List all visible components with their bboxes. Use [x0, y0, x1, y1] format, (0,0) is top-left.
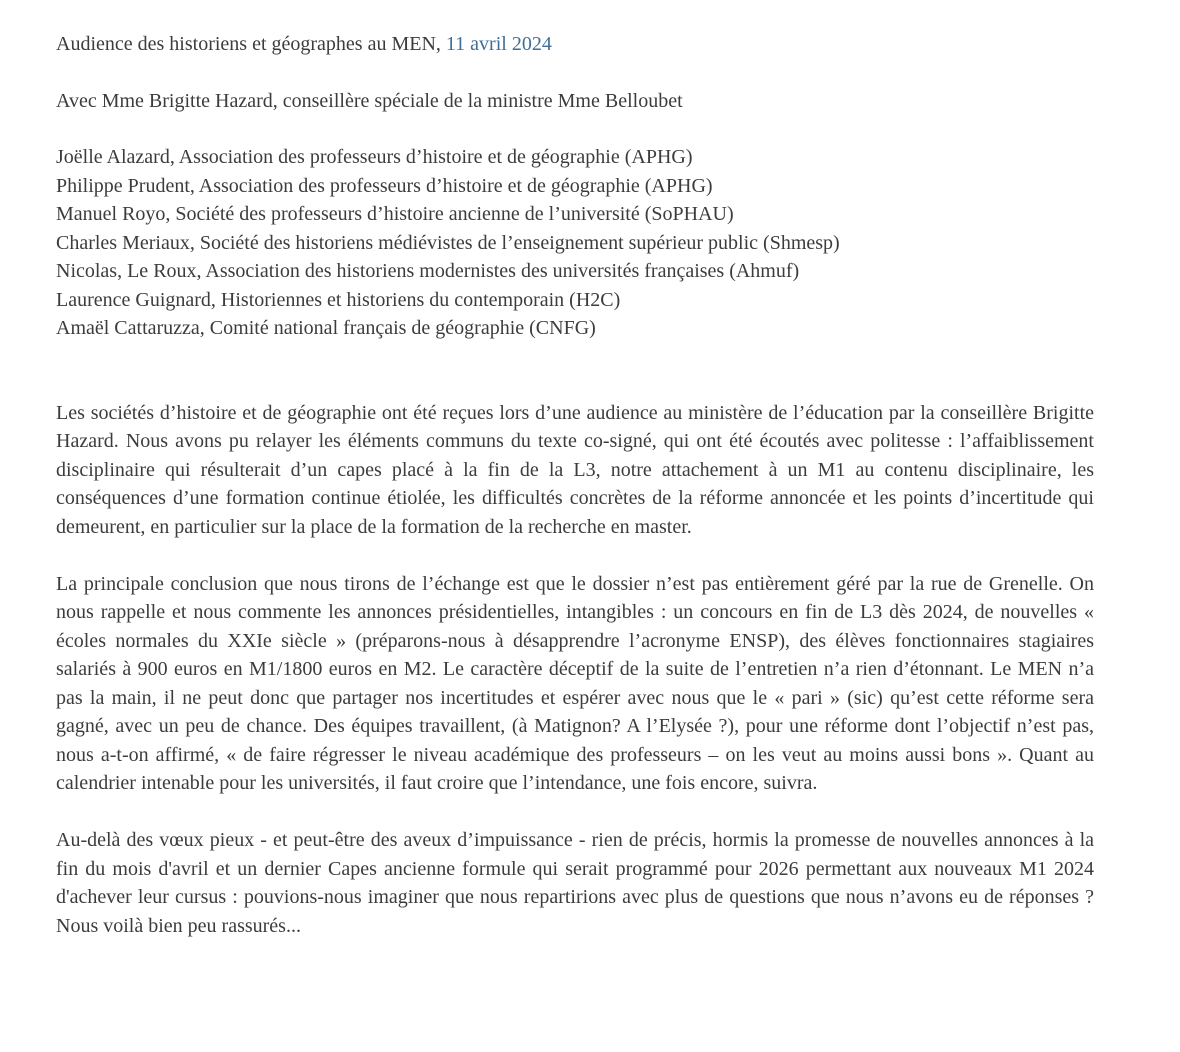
participant-item: Philippe Prudent, Association des professeurs d’histoire et de géographie (APHG) — [56, 174, 713, 197]
paragraph-conclusion: La principale conclusion que nous tirons de l’échange est que le dossier n’est pas entièrement géré par la rue de Grenelle. On nous rappelle et nous commente les annonces présidentielles, intangibles : un concours en fin de L3 dès 2024, de nouvelles « écoles normales du XXIe siècle » (préparons-nous à désapprendre l’acronyme ENSP), des élèves fonctionnaires stagiaires salariés à 900 euros en M1/1800 euros en M2. Le caractère déceptif de la suite de l’entretien n’a rien d’étonnant. Le MEN n’a pas la main, il ne peut donc que partager nos incertitudes et espérer avec nous que le « pari » (sic) qu’est cette réforme sera gagné, avec un peu de chance. Des équipes travaillent, (à Matignon? A l’Elysée ?), pour une réforme dont l’objectif n’est pas, nous a-t-on affirmé, « de faire régresser le niveau académique des professeurs – on les veut au moins aussi bons ». Quant au calendrier intenable pour les universités, il faut croire que l’intendance, une fois encore, suivra. — [56, 572, 1094, 794]
participant-item: Charles Meriaux, Société des historiens médiévistes de l’enseignement supérieur public (Shmesp) — [56, 231, 840, 254]
participant-item: Joëlle Alazard, Association des professeurs d’histoire et de géographie (APHG) — [56, 146, 693, 168]
with-line: Avec Mme Brigitte Hazard, conseillère spéciale de la ministre Mme Belloubet — [56, 89, 683, 112]
participant-item: Nicolas, Le Roux, Association des historiens modernistes des universités françaises (Ahmuf) — [56, 260, 800, 282]
participant-list — [56, 143, 1094, 343]
participant-item: Manuel Royo, Société des professeurs d’histoire ancienne de l’université (SoPHAU) — [56, 203, 734, 225]
paragraph-reception: Les sociétés d’histoire et de géographie ont été reçues lors d’une audience au ministère de l’éducation par la conseillère Brigitte Hazard. Nous avons pu relayer les éléments communs du texte co-signé, qui ont été écoutés avec politesse : l’affaiblissement disciplinaire qui résulterait d’un capes placé à la fin de la L3, notre attachement à un M1 au contenu disciplinaire, les conséquences d’une formation continue étiolée, les difficultés concrètes de la réforme annoncée et les points d’incertitude qui demeurent, en particulier sur la place de la formation de la recherche en master. — [56, 401, 1094, 538]
participant-item: Laurence Guignard, Historiennes et historiens du contemporain (H2C) — [56, 288, 621, 311]
document-title — [56, 30, 1094, 59]
spacer — [56, 115, 1094, 143]
title-text: Audience des historiens et géographes au MEN, — [56, 33, 441, 55]
meeting-date: 11 avril 2024 — [445, 33, 552, 55]
paragraph-closing: Au-delà des vœux pieux - et peut-être des aveux d’impuissance - rien de précis, hormis la promesse de nouvelles annonces à la fin du mois d'avril et un dernier Capes ancienne formule qui serait programmé pour 2026 permettant aux nouveaux M1 2024 d'achever leur cursus : pouvions-nous imaginer que nous repartirions avec plus de questions que nous n’avons eu de réponses ? Nous voilà bien peu rassurés... — [56, 829, 1094, 937]
spacer — [56, 343, 1094, 399]
document-body — [56, 30, 1094, 940]
participant-item: Amaël Cattaruzza, Comité national français de géographie (CNFG) — [56, 317, 596, 339]
spacer — [56, 59, 1094, 87]
